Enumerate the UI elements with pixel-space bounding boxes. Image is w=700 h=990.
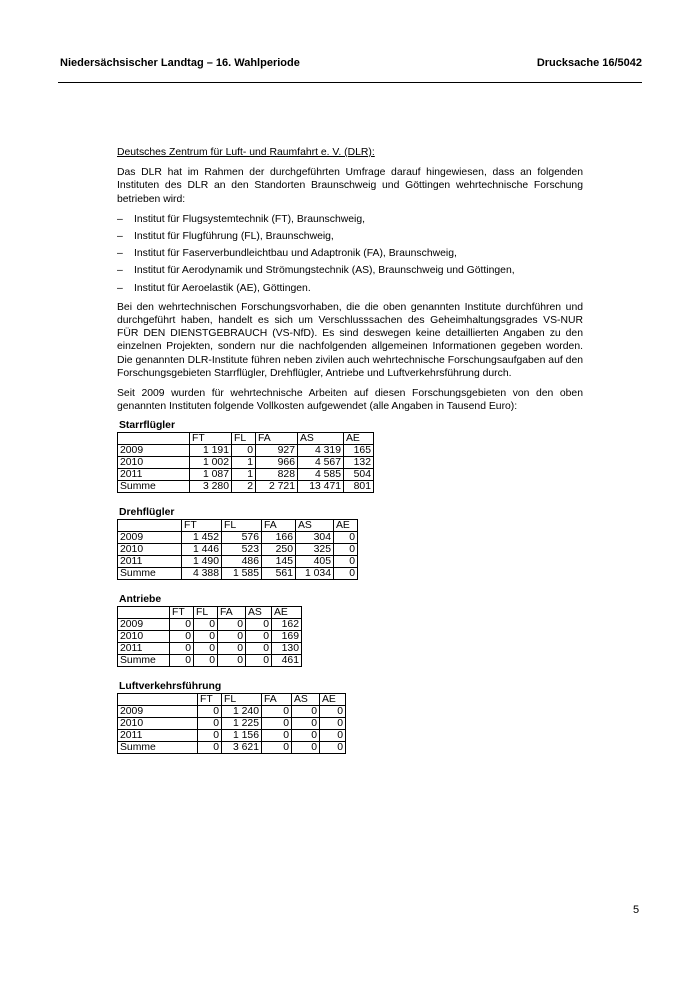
intro-paragraph: Das DLR hat im Rahmen der durchgeführten Umfrage darauf hingewiesen, dass an folgenden Instituten des DLR an den Standorten Braunschweig und Göttingen wehrtechnische Forschung betrieben wird: [117, 167, 583, 205]
table-cell: 0 [198, 706, 222, 718]
table-row [118, 631, 302, 643]
table-cell: 1 490 [182, 556, 222, 568]
table-header-cell: FA [256, 433, 298, 445]
table-cell: 0 [292, 742, 320, 754]
list-item-text: Institut für Flugführung (FL), Braunschweig, [134, 231, 334, 243]
table-cell: 0 [320, 706, 346, 718]
table-cell: 250 [262, 544, 296, 556]
table-cell: 523 [222, 544, 262, 556]
table-cell: 169 [272, 631, 302, 643]
table-title: Antriebe [119, 594, 162, 606]
table-title: Luftverkehrsführung [119, 681, 222, 693]
table-cell: 132 [344, 457, 374, 469]
table-header-cell: FA [218, 607, 246, 619]
section-heading: Deutsches Zentrum für Luft- und Raumfahrt e. V. (DLR): [117, 147, 375, 158]
table-cell: 0 [320, 742, 346, 754]
table-starrfluegler [117, 420, 583, 493]
table-cell: 1 087 [190, 469, 232, 481]
table-cell: 576 [222, 532, 262, 544]
table-cell: 3 280 [190, 481, 232, 493]
table-header-cell [118, 694, 198, 706]
table-header-cell: FL [194, 607, 218, 619]
table-cell: 0 [320, 718, 346, 730]
table-antriebe [117, 594, 583, 667]
table-cell: 165 [344, 445, 374, 457]
table-cell: 2010 [118, 718, 198, 730]
table-cell: 0 [320, 730, 346, 742]
table-cell: 0 [334, 556, 358, 568]
table-cell: 0 [218, 631, 246, 643]
table-luftverkehrsfuehrung [117, 681, 583, 754]
table-cell: 0 [292, 706, 320, 718]
table-cell: 405 [296, 556, 334, 568]
table-header-cell: FL [222, 520, 262, 532]
table-header-cell: FT [182, 520, 222, 532]
dash-bullet: – [117, 265, 123, 277]
dash-bullet: – [117, 282, 123, 294]
table-header-cell: AS [298, 433, 344, 445]
table-cell: 145 [262, 556, 296, 568]
table-cell: 828 [256, 469, 298, 481]
table-cell: 1 156 [222, 730, 262, 742]
table-cell: 3 621 [222, 742, 262, 754]
table-row [118, 619, 302, 631]
table-drehfluegler [117, 507, 583, 580]
table-cell: 162 [272, 619, 302, 631]
table-cell: 304 [296, 532, 334, 544]
table-header-cell: AE [344, 433, 374, 445]
table-header-cell [118, 433, 190, 445]
table-row [118, 568, 358, 580]
table-cell: 166 [262, 532, 296, 544]
table-header-row [118, 433, 374, 445]
table-cell: Summe [118, 655, 170, 667]
table-cell: 2009 [118, 619, 170, 631]
table-row [118, 445, 374, 457]
table-cell: 2011 [118, 643, 170, 655]
list-item [117, 213, 583, 226]
table-row [118, 556, 358, 568]
table-cell: 0 [334, 544, 358, 556]
table-cell: 2011 [118, 556, 182, 568]
table-cell: 13 471 [298, 481, 344, 493]
table-header-cell: FT [198, 694, 222, 706]
list-item [117, 230, 583, 243]
table-cell: 0 [170, 655, 194, 667]
table-cell: 2010 [118, 544, 182, 556]
header-title: Niedersächsischer Landtag – 16. Wahlperiode [60, 57, 300, 69]
table-header-cell: FA [262, 520, 296, 532]
document-number: Drucksache 16/5042 [536, 57, 642, 69]
table-cell: 4 585 [298, 469, 344, 481]
table-cell: 801 [344, 481, 374, 493]
table-cell: 2 721 [256, 481, 298, 493]
table-cell: Summe [118, 481, 190, 493]
table-cell: 130 [272, 643, 302, 655]
table-cell: 0 [170, 619, 194, 631]
cost-table [117, 432, 374, 493]
cost-table [117, 606, 302, 667]
table-cell: 0 [292, 718, 320, 730]
table-cell: 2011 [118, 469, 190, 481]
table-cell: 4 388 [182, 568, 222, 580]
page-content [117, 146, 583, 754]
table-cell: 1 240 [222, 706, 262, 718]
table-header-cell: FL [222, 694, 262, 706]
table-header-cell [118, 607, 170, 619]
list-item-text: Institut für Flugsystemtechnik (FT), Braunschweig, [134, 213, 365, 225]
list-item-text: Institut für Aerodynamik und Strömungstechnik (AS), Braunschweig und Göttingen, [134, 265, 515, 277]
table-cell: 0 [170, 643, 194, 655]
table-title: Drehflügler [119, 507, 175, 519]
table-header-cell: FT [170, 607, 194, 619]
table-cell: 0 [194, 619, 218, 631]
dash-bullet: – [117, 248, 123, 260]
table-cell: 0 [218, 655, 246, 667]
table-row [118, 643, 302, 655]
table-header-cell [118, 520, 182, 532]
table-cell: 504 [344, 469, 374, 481]
table-cell: 0 [262, 730, 292, 742]
classification-paragraph: Bei den wehrtechnischen Forschungsvorhaben, die die oben genannten Institute durchführen und durchgeführt haben, handelt es sich um Verschlusssachen des Geheimhaltungsgrades VS-NUR FÜR DEN DIENSTGEBRAUCH (VS-NfD). Es sind deswegen keine detaillierten Angaben zu den einzelnen Projekten, sondern nur die nachfolgenden allgemeinen Informationen gegeben worden. Die genannten DLR-Institute führen neben zivilen auch wehrtechnische Forschungsaufgaben auf den Forschungsgebieten Starrflügler, Drehflügler, Antriebe und Luftverkehrsführung durch. [117, 301, 583, 379]
table-cell: 0 [194, 631, 218, 643]
table-cell: 1 034 [296, 568, 334, 580]
table-header-row [118, 520, 358, 532]
table-cell: 0 [246, 631, 272, 643]
table-header-row [118, 694, 346, 706]
table-cell: 325 [296, 544, 334, 556]
table-cell: 0 [232, 445, 256, 457]
costs-paragraph: Seit 2009 wurden für wehrtechnische Arbeiten auf diesen Forschungsgebieten von den oben genannten Instituten folgende Vollkosten aufgewendet (alle Angaben in Tausend Euro): [117, 388, 583, 413]
table-title: Starrflügler [119, 420, 176, 432]
table-cell: 2011 [118, 730, 198, 742]
table-cell: 0 [194, 643, 218, 655]
table-cell: Summe [118, 568, 182, 580]
table-header-cell: AS [296, 520, 334, 532]
table-cell: 0 [334, 532, 358, 544]
table-header-cell: FT [190, 433, 232, 445]
table-cell: 2010 [118, 457, 190, 469]
cost-table [117, 693, 346, 754]
table-header-cell: AS [292, 694, 320, 706]
table-header-cell: FL [232, 433, 256, 445]
table-cell: 966 [256, 457, 298, 469]
table-cell: 1 002 [190, 457, 232, 469]
table-cell: 0 [262, 718, 292, 730]
table-cell: 1 446 [182, 544, 222, 556]
table-header-cell: AS [246, 607, 272, 619]
page-number: 5 [633, 904, 640, 916]
table-cell: 1 191 [190, 445, 232, 457]
table-cell: 0 [334, 568, 358, 580]
table-row [118, 457, 374, 469]
dash-bullet: – [117, 213, 123, 225]
table-cell: 927 [256, 445, 298, 457]
table-cell: 1 [232, 457, 256, 469]
table-row [118, 706, 346, 718]
table-cell: 1 225 [222, 718, 262, 730]
list-item-text: Institut für Faserverbundleichtbau und Adaptronik (FA), Braunschweig, [134, 248, 457, 260]
table-cell: 461 [272, 655, 302, 667]
table-cell: 561 [262, 568, 296, 580]
table-header-cell: AE [320, 694, 346, 706]
table-header-cell: AE [272, 607, 302, 619]
list-item [117, 264, 583, 277]
institute-list [117, 213, 583, 295]
table-row [118, 532, 358, 544]
table-cell: 0 [198, 730, 222, 742]
table-row [118, 481, 374, 493]
table-row [118, 655, 302, 667]
table-cell: 1 [232, 469, 256, 481]
table-cell: 0 [246, 643, 272, 655]
table-row [118, 544, 358, 556]
table-cell: 1 452 [182, 532, 222, 544]
table-cell: 4 319 [298, 445, 344, 457]
table-cell: 0 [262, 706, 292, 718]
table-cell: 1 585 [222, 568, 262, 580]
list-item-text: Institut für Aeroelastik (AE), Göttingen. [134, 282, 311, 294]
page-header [60, 57, 642, 69]
table-cell: 0 [198, 742, 222, 754]
cost-table [117, 519, 358, 580]
table-cell: 0 [218, 643, 246, 655]
table-cell: 4 567 [298, 457, 344, 469]
table-header-cell: FA [262, 694, 292, 706]
table-cell: 0 [246, 619, 272, 631]
header-divider [58, 82, 642, 83]
list-item [117, 247, 583, 260]
table-row [118, 718, 346, 730]
table-row [118, 742, 346, 754]
table-cell: 0 [170, 631, 194, 643]
table-cell: 0 [194, 655, 218, 667]
table-header-cell: AE [334, 520, 358, 532]
dash-bullet: – [117, 231, 123, 243]
table-row [118, 469, 374, 481]
table-cell: 0 [198, 718, 222, 730]
table-cell: 486 [222, 556, 262, 568]
table-cell: 2009 [118, 445, 190, 457]
table-cell: 2009 [118, 532, 182, 544]
table-cell: 0 [246, 655, 272, 667]
table-cell: Summe [118, 742, 198, 754]
table-cell: 0 [292, 730, 320, 742]
table-cell: 2009 [118, 706, 198, 718]
table-header-row [118, 607, 302, 619]
table-row [118, 730, 346, 742]
table-cell: 2 [232, 481, 256, 493]
table-cell: 0 [218, 619, 246, 631]
table-cell: 2010 [118, 631, 170, 643]
table-cell: 0 [262, 742, 292, 754]
list-item [117, 282, 583, 295]
